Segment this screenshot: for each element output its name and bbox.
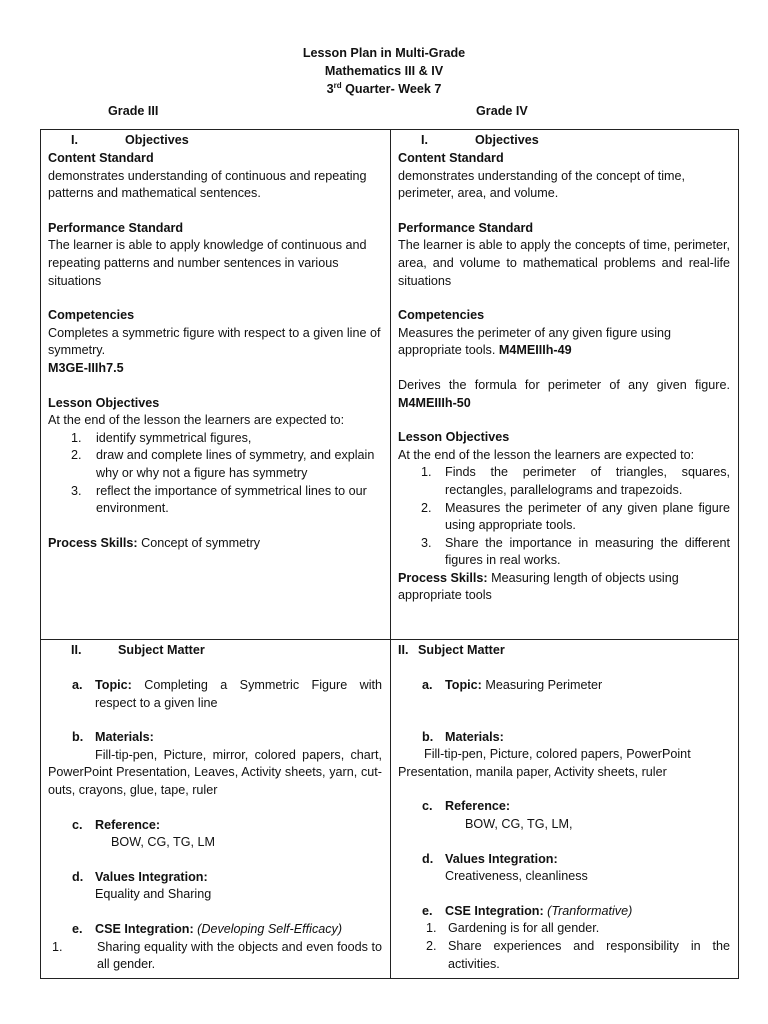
item-letter: a. xyxy=(422,678,433,692)
topic-label: Topic: xyxy=(95,678,132,692)
topic-label: Topic: xyxy=(445,678,482,692)
performance-standard-text: The learner is able to apply the concepts of time, perimeter, area, and volume to mathematical problems and real-life situations xyxy=(398,238,730,288)
title-line-2: Mathematics III & IV xyxy=(324,64,444,78)
materials-label: Materials: xyxy=(95,730,154,745)
list-item xyxy=(48,483,382,518)
list-item xyxy=(398,535,730,570)
materials-item xyxy=(398,729,730,747)
materials-text: Fill-tip-pen, Picture, mirror, colored papers, chart, PowerPoint Presentation, Leaves, Activity sheets, yarn, cut-outs, crayons, glue, tape, ruler xyxy=(48,747,382,797)
section-number: I. xyxy=(71,133,78,147)
competencies-label: Competencies xyxy=(48,308,135,323)
list-item xyxy=(398,464,730,499)
cse-list xyxy=(48,939,382,974)
process-skills xyxy=(398,570,730,605)
cse-item xyxy=(398,903,730,921)
section-number: II. xyxy=(71,643,82,657)
values-item xyxy=(48,869,382,887)
quarter-suffix: rd xyxy=(333,80,342,90)
values-label: Values Integration: xyxy=(445,851,558,866)
list-number: 3. xyxy=(71,483,82,498)
item-letter: d. xyxy=(422,851,434,866)
section-heading xyxy=(48,132,382,150)
list-text: Share experiences and responsibility in the activities. xyxy=(448,938,730,971)
section-heading xyxy=(48,642,382,660)
list-number: 3. xyxy=(421,535,432,550)
section-heading xyxy=(398,132,730,150)
cse-type: (Developing Self-Efficacy) xyxy=(193,921,343,936)
reference-text: BOW, CG, TG, LM, xyxy=(465,816,573,831)
list-item xyxy=(48,939,382,974)
competency-text: Completes a symmetric figure with respect to a given line of symmetry. xyxy=(48,325,381,358)
section-number: I. xyxy=(421,133,428,147)
objectives-row xyxy=(41,130,739,640)
item-letter: d. xyxy=(72,869,84,884)
competency-code: M4MEIIIh-50 xyxy=(398,395,471,410)
process-skills-text: Concept of symmetry xyxy=(137,535,261,550)
item-letter: e. xyxy=(72,921,83,936)
materials-text: Fill-tip-pen, Picture, colored papers, PowerPoint Presentation, manila paper, Activity sheets, ruler xyxy=(398,747,691,779)
process-skills-text: Measuring length of objects using appropriate tools xyxy=(398,570,679,603)
reference-label: Reference: xyxy=(445,799,511,814)
grade-iv-heading: Grade IV xyxy=(476,104,528,118)
topic-text: Measuring Perimeter xyxy=(481,678,603,692)
values-text: Creativeness, cleanliness xyxy=(445,869,588,884)
grade-iv-objectives-cell xyxy=(391,130,739,640)
competency-2 xyxy=(398,377,730,412)
lesson-objectives-list xyxy=(48,430,382,518)
topic-item xyxy=(398,677,730,695)
lesson-objectives-label: Lesson Objectives xyxy=(48,395,160,410)
item-letter: c. xyxy=(72,817,83,832)
lesson-objectives-intro: At the end of the lesson the learners are expected to: xyxy=(398,447,695,462)
section-title: Objectives xyxy=(475,133,539,147)
competency-text: Measures the perimeter of any given figure using appropriate tools. xyxy=(398,325,672,358)
list-text: Gardening is for all gender. xyxy=(448,921,600,936)
content-standard-label: Content Standard xyxy=(398,151,504,165)
list-number: 2. xyxy=(426,938,437,953)
process-skills-label: Process Skills: xyxy=(398,570,488,585)
list-number: 2. xyxy=(71,448,82,463)
reference-item xyxy=(398,798,730,816)
competency-code: M4MEIIIh-49 xyxy=(495,343,572,358)
lesson-objectives-intro: At the end of the lesson the learners are expected to: xyxy=(48,413,345,428)
performance-standard-text: The learner is able to apply knowledge of continuous and repeating patterns and number sentences in various situations xyxy=(48,238,367,288)
performance-standard-label: Performance Standard xyxy=(398,220,534,235)
grade-iv-subject-matter-cell xyxy=(391,640,739,979)
title-line-1: Lesson Plan in Multi-Grade xyxy=(302,46,466,60)
lesson-plan-table xyxy=(40,129,739,979)
competency-code: M3GE-IIIh7.5 xyxy=(48,360,124,375)
item-letter: b. xyxy=(72,730,84,745)
cse-list xyxy=(398,920,730,973)
list-text: Sharing equality with the objects and even foods to all gender. xyxy=(97,939,382,972)
item-letter: e. xyxy=(422,903,433,918)
list-number: 1. xyxy=(71,430,82,445)
item-letter: b. xyxy=(422,729,434,744)
values-label: Values Integration: xyxy=(95,869,208,884)
list-number: 1. xyxy=(426,921,437,936)
list-item xyxy=(48,447,382,482)
reference-item xyxy=(48,817,382,835)
quarter-rest: Quarter- Week 7 xyxy=(341,82,442,96)
list-number: 1. xyxy=(421,465,432,480)
list-item xyxy=(398,500,730,535)
quarter-number: 3 xyxy=(326,82,334,96)
grade-iii-objectives-cell xyxy=(41,130,391,640)
section-title: Objectives xyxy=(125,133,189,147)
cse-type: (Tranformative) xyxy=(543,903,633,918)
list-text: Share the importance in measuring the different figures in real works. xyxy=(445,535,730,568)
list-text: reflect the importance of symmetrical lines to our environment. xyxy=(96,483,367,516)
topic-item xyxy=(48,677,382,712)
reference-text: BOW, CG, TG, LM xyxy=(111,835,216,850)
list-text: draw and complete lines of symmetry, and explain why or why not a figure has symmetry xyxy=(96,448,375,480)
section-heading xyxy=(398,642,730,660)
section-number: II. xyxy=(398,643,409,657)
materials-item xyxy=(48,729,382,747)
grade-iii-heading: Grade III xyxy=(108,104,159,118)
list-number: 2. xyxy=(421,500,432,515)
list-item xyxy=(398,938,730,973)
competency-1 xyxy=(398,325,730,360)
values-text: Equality and Sharing xyxy=(95,887,212,902)
list-item xyxy=(398,920,730,938)
section-title: Subject Matter xyxy=(418,643,505,657)
reference-label: Reference: xyxy=(95,817,161,832)
materials-label: Materials: xyxy=(445,729,504,744)
list-text: Finds the perimeter of triangles, squares, rectangles, parallelograms and trapezoids. xyxy=(445,465,730,497)
cse-label: CSE Integration: xyxy=(95,921,194,936)
lesson-objectives-label: Lesson Objectives xyxy=(398,430,510,445)
item-letter: c. xyxy=(422,799,433,814)
content-standard-label: Content Standard xyxy=(48,151,154,165)
process-skills-label: Process Skills: xyxy=(48,535,138,550)
topic-text: Completing a Symmetric Figure with respect to a given line xyxy=(95,678,382,710)
content-standard-text: demonstrates understanding of continuous and repeating patterns and mathematical sentences. xyxy=(48,168,367,201)
values-item xyxy=(398,851,730,869)
list-number: 1. xyxy=(52,939,63,954)
list-item xyxy=(48,430,382,448)
grade-iii-subject-matter-cell xyxy=(41,640,391,979)
cse-item xyxy=(48,921,382,939)
list-text: identify symmetrical figures, xyxy=(96,430,252,445)
content-standard-text: demonstrates understanding of the concept of time, perimeter, area, and volume. xyxy=(398,168,686,201)
cse-label: CSE Integration: xyxy=(445,903,544,918)
lesson-objectives-list xyxy=(398,464,730,570)
performance-standard-label: Performance Standard xyxy=(48,220,184,235)
item-letter: a. xyxy=(72,678,83,692)
competency-text: Derives the formula for perimeter of any given figure. xyxy=(398,377,730,392)
process-skills xyxy=(48,535,382,553)
list-text: Measures the perimeter of any given plane figure using appropriate tools. xyxy=(445,500,730,533)
document-title xyxy=(0,44,768,98)
subject-matter-row xyxy=(41,640,739,979)
title-line-3 xyxy=(0,80,768,98)
competencies-label: Competencies xyxy=(398,308,485,323)
section-title: Subject Matter xyxy=(118,643,205,657)
